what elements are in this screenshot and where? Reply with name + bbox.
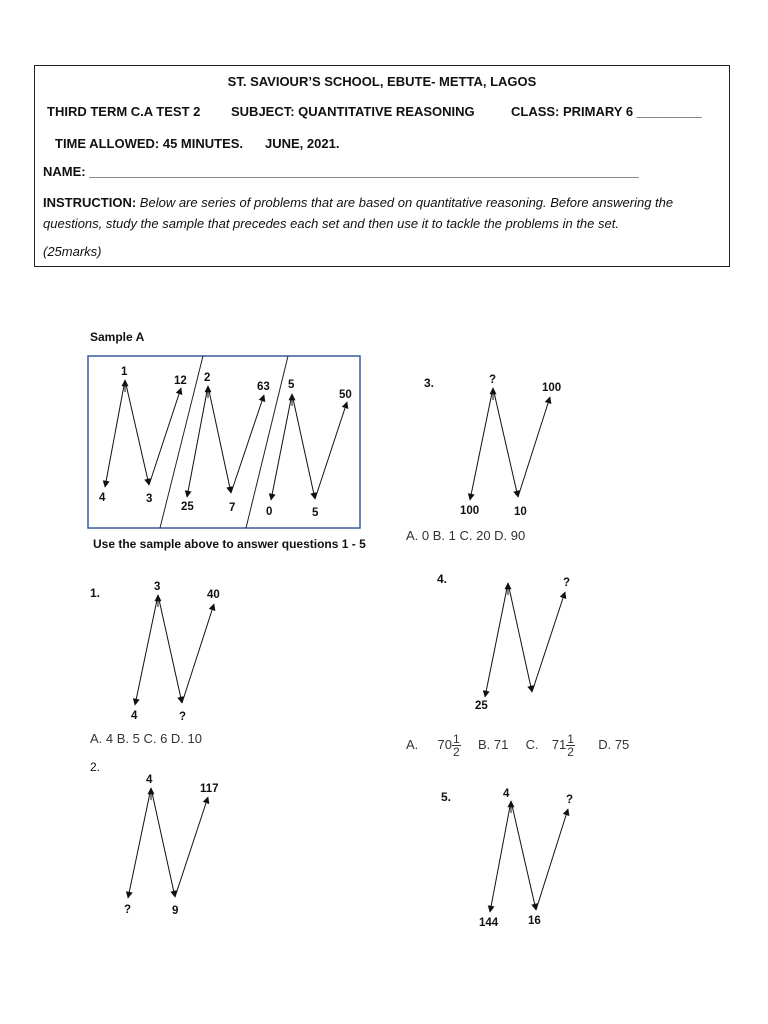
question-number-3: 3.: [424, 376, 435, 390]
test-date: JUNE, 2021.: [265, 136, 340, 151]
school-name: ST. SAVIOUR’S SCHOOL, EBUTE- METTA, LAGOS: [227, 74, 537, 89]
sample-3-bottom-mid: 5: [312, 507, 319, 519]
sample-1-top-right: 12: [174, 375, 187, 387]
option-a-label: A.: [406, 736, 419, 752]
instruction-text: Below are series of problems that are based on quantitative reasoning. Before answering the questions, study the sample that precedes each set and then use it to tackle the problems in the set.: [43, 195, 674, 231]
question-3-options: A. 0 B. 1 C. 20 D. 90: [406, 528, 526, 543]
question-5-diagram: [479, 788, 573, 929]
question-3-bottom-left: 100: [460, 505, 480, 517]
question-4-bottom-left: 25: [475, 700, 488, 712]
sample-3-top-right: 50: [339, 389, 352, 401]
question-5-top-right: ?: [566, 794, 574, 806]
question-number-2: 2.: [90, 760, 101, 774]
test-class: CLASS: PRIMARY 6 _________: [511, 104, 702, 119]
sample-2-top: 2: [204, 372, 211, 384]
test-subject: SUBJECT: QUANTITATIVE REASONING: [231, 104, 475, 119]
option-b: B. 71: [477, 736, 509, 752]
name-line: NAME: ____________________________________________________________________________: [43, 164, 639, 179]
question-4-top-right: ?: [563, 577, 571, 589]
sample-3-bottom-left: 0: [266, 506, 273, 518]
option-a-whole: 70: [437, 736, 453, 752]
option-c-label: C.: [525, 736, 539, 752]
question-3-bottom-mid: 10: [514, 506, 527, 518]
sample-diagram-1: [99, 366, 187, 505]
question-5-top: 4: [503, 788, 510, 800]
sample-diagram-2: [181, 372, 270, 514]
question-2-diagram: [124, 774, 219, 917]
total-marks: (25marks): [43, 244, 102, 259]
question-number-4: 4.: [437, 572, 448, 586]
sample-1-bottom-mid: 3: [146, 493, 153, 505]
option-d: D. 75: [598, 736, 630, 752]
option-c-denominator: 2: [567, 745, 574, 759]
question-1-diagram: [131, 581, 220, 723]
question-2-top: 4: [146, 774, 153, 786]
question-2-bottom-mid: 9: [172, 905, 179, 917]
question-number-1: 1.: [90, 586, 101, 600]
sample-2-bottom-mid: 7: [229, 502, 236, 514]
sample-3-top: 5: [288, 379, 295, 391]
question-3-diagram: [460, 374, 561, 518]
option-a-numerator: 1: [453, 732, 460, 746]
sample-1-top: 1: [121, 366, 128, 378]
question-1-bottom-left: 4: [131, 710, 138, 722]
option-c-numerator: 1: [567, 732, 574, 746]
sample-caption: Use the sample above to answer questions 1 - 5: [93, 537, 366, 551]
test-term: THIRD TERM C.A TEST 2: [47, 104, 201, 119]
option-a-denominator: 2: [453, 745, 460, 759]
question-1-bottom-mid: ?: [179, 711, 187, 723]
question-1-top: 3: [154, 581, 161, 593]
sample-2-top-right: 63: [257, 381, 270, 393]
sample-2-bottom-left: 25: [181, 501, 194, 513]
option-c-whole: 71: [551, 736, 567, 752]
question-5-bottom-left: 144: [479, 917, 499, 929]
time-allowed: TIME ALLOWED: 45 MINUTES.: [55, 136, 244, 151]
sample-title: Sample A: [90, 330, 145, 344]
question-2-top-right: 117: [200, 783, 219, 795]
question-5-bottom-mid: 16: [528, 915, 541, 927]
question-3-top-right: 100: [542, 382, 562, 394]
sample-frame: [88, 356, 360, 528]
instruction-label: INSTRUCTION:: [43, 195, 137, 210]
question-2-bottom-left: ?: [124, 904, 132, 916]
question-1-options: A. 4 B. 5 C. 6 D. 10: [90, 731, 202, 746]
sample-diagram-3: [266, 379, 352, 519]
question-number-5: 5.: [441, 790, 452, 804]
question-4-diagram: [475, 577, 570, 712]
question-1-top-right: 40: [207, 589, 220, 601]
question-3-top: ?: [489, 374, 497, 386]
sample-1-bottom-left: 4: [99, 492, 106, 504]
